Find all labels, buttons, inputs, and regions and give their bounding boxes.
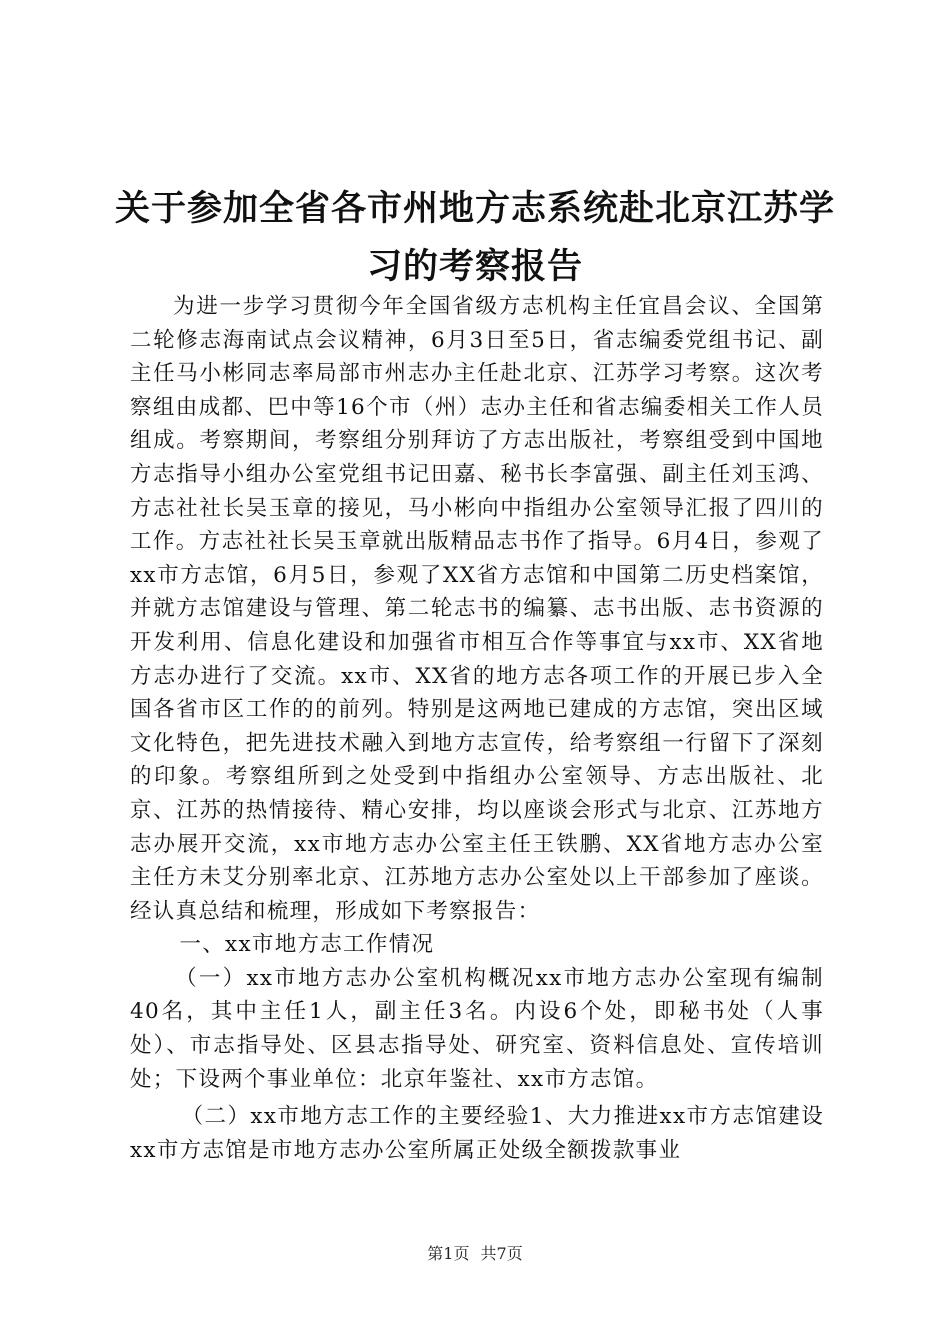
page-total: 共7页 <box>480 1244 523 1263</box>
paragraph-subsection-2: （二）xx市地方志工作的主要经验1、大力推进xx市方志馆建设xx市方志馆是市地方志办公室所属正处级全额拨款事业 <box>130 1104 824 1163</box>
paragraph-subsection-1: （一）xx市地方志办公室机构概况xx市地方志办公室现有编制40名，其中主任1人，副主任3名。内设6个处，即秘书处（人事处）、市志指导处、区县志指导处、研究室、资料信息处、宣传培训处；下设两个事业单位：北京年鉴社、xx市方志馆。 <box>130 965 824 1092</box>
paragraph-intro: 为进一步学习贯彻今年全国省级方志机构主任宜昌会议、全国第二轮修志海南试点会议精神，6月3日至5日，省志编委党组书记、副主任马小彬同志率局部市州志办主任赴北京、江苏学习考察。这次考察组由成都、巴中等16个市（州）志办主任和省志编委相关工作人员组成。考察期间，考察组分别拜访了方志出版社，考察组受到中国地方志指导小组办公室党组书记田嘉、秘书长李富强、副主任刘玉鸿、方志社社长吴玉章的接见，马小彬向中指组办公室领导汇报了四川的工作。方志社社长吴玉章就出版精品志书作了指导。6月4日，参观了xx市方志馆，6月5日，参观了XX省方志馆和中国第二历史档案馆，并就方志馆建设与管理、第二轮志书的编纂、志书出版、志书资源的开发利用、信息化建设和加强省市相互合作等事宜与xx市、XX省地方志办进行了交流。xx市、XX省的地方志各项工作的开展已步入全国各省市区工作的的前列。特别是这两地已建成的方志馆，突出区域文化特色，把先进技术融入到地方志宣传，给考察组一行留下了深刻的印象。考察组所到之处受到中指组办公室领导、方志出版社、北京、江苏的热情接待、精心安排，均以座谈会形式与北京、江苏地方志办展开交流，xx市地方志办公室主任王铁鹏、XX省地方志办公室主任方未艾分别率北京、江苏地方志办公室处以上干部参加了座谈。经认真总结和梳理，形成如下考察报告： <box>130 294 824 924</box>
page-number: 第1页 <box>427 1244 470 1263</box>
document-title: 关于参加全省各市州地方志系统赴北京江苏学习的考察报告 <box>114 188 835 287</box>
document-body <box>130 290 824 1167</box>
page-footer <box>0 1244 950 1264</box>
section-heading-1: 一、xx市地方志工作情况 <box>179 932 435 958</box>
